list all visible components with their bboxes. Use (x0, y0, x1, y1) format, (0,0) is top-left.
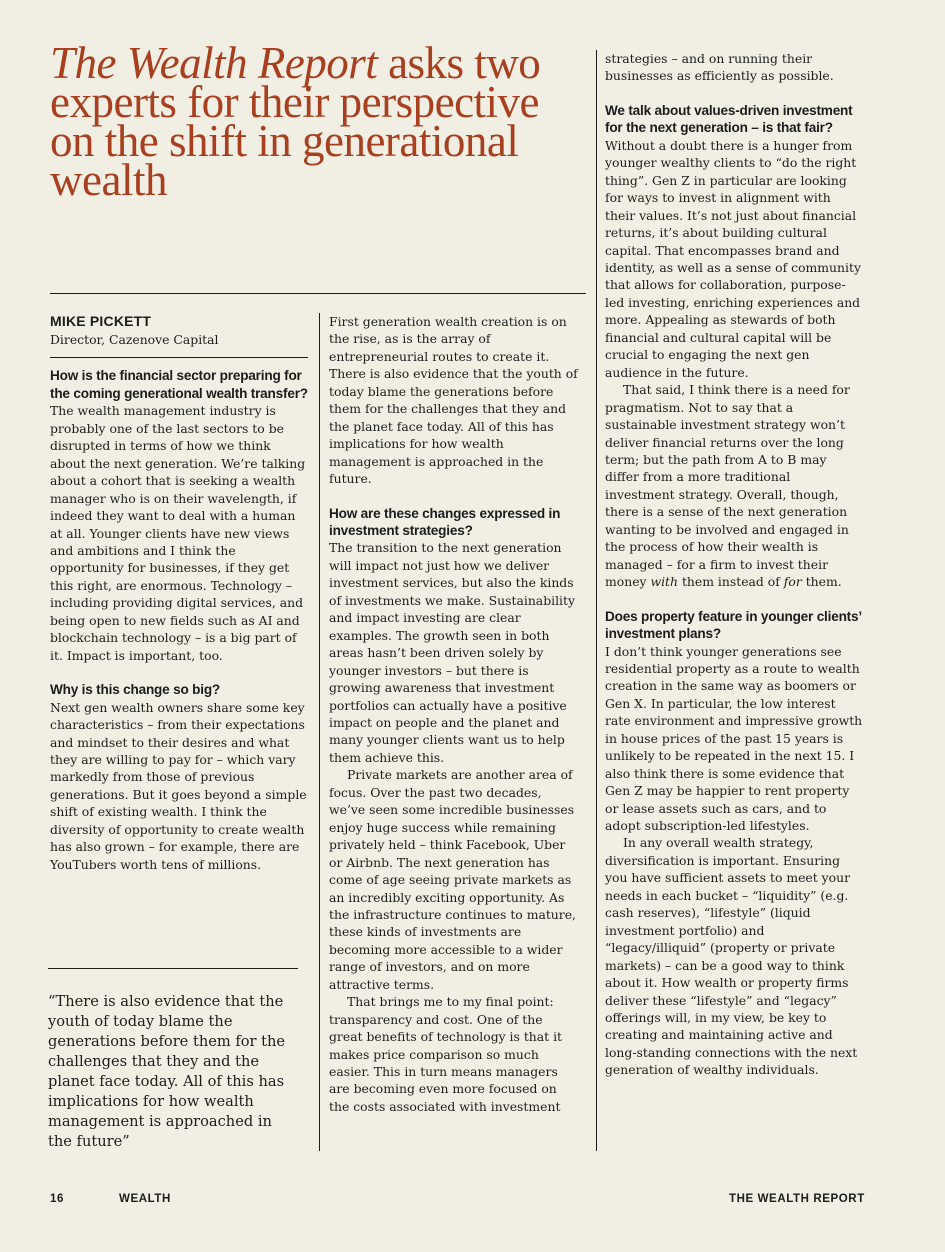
question-3: How are these changes expressed in investment strategies? (329, 505, 561, 538)
answer-3-private-markets: Private markets are another area of focus. Over the past two decades, we’ve seen some incredible businesses enjoy huge success while remaining privately held – think Facebook, Uber or Airbnb. The next generation has come of age seeing private markets as an incredibly exciting opportunity. As the infrastructure continues to mature, these kinds of investments are becoming more accessible to a wider range of investors, and on more attractive terms. (329, 767, 576, 992)
publication-name: THE WEALTH REPORT (729, 1193, 865, 1205)
column-2-intro: First generation wealth creation is on the rise, as is the array of entrepreneurial routes to create it. There is also evidence that the youth of today blame the generations before them for the challenges that they and the planet face today. All of this has implications for how wealth management is approached in the future. (329, 314, 578, 487)
page-headline (50, 38, 590, 205)
column-2 (329, 313, 579, 1115)
answer-4: Without a doubt there is a hunger from younger wealthy clients to “do the right thing”. Gen Z in particular are looking for ways to invest in alignment with their values. It’s not just about financial returns, it’s about building cultural capital. That encompasses brand and identity, as well as a sense of community that allows for collaboration, purpose-led investing, enriching experiences and more. Appealing as stewards of both financial and cultural capital will be crucial to engaging the next gen audience in the future. (605, 137, 861, 380)
answer-5-diversification: In any overall wealth strategy, diversification is important. Ensuring you have sufficient assets to meet your needs in each bucket – “liquidity” (e.g. cash reserves), “lifestyle” (liquid investment portfolio) and “legacy/illiquid” (property or private markets) – can be a good way to think about it. How wealth or property firms deliver these “lifestyle” and “legacy” offerings will, in my view, be key to creating and maintaining active and long-standing connections with the next generation of wealthy individuals. (605, 835, 858, 1078)
column-2-rule (319, 313, 320, 1151)
expert-name: MIKE PICKETT (50, 313, 152, 329)
answer-2: Next gen wealth owners share some key characteristics – from their expectations and mindset to their desires and what they are willing to pay for – which vary markedly from those of previous generations. But it goes beyond a simple shift of existing wealth. I think the diversity of opportunity to create wealth has also grown – for example, there are YouTubers worth tens of millions. (50, 699, 307, 872)
page-number: 16 (50, 1193, 64, 1205)
column-1 (50, 313, 308, 873)
column-3-rule (596, 50, 597, 1151)
expert-role: Director, Cazenove Capital (50, 332, 219, 348)
question-1: How is the financial sector preparing for the coming generational wealth transfer? (50, 368, 308, 401)
answer-3: The transition to the next generation will impact not just how we deliver investment services, but also the kinds of investments we make. Sustainability and impact investing are clear examples. The growth seen in both areas hasn’t been driven solely by younger investors – but there is growing awareness that investment portfolios can actually have a positive impact on people and the planet and many younger clients want us to help them achieve this. (329, 540, 575, 765)
pullquote-divider (48, 968, 298, 969)
answer-4-pragmatism (605, 381, 863, 590)
expert-divider (50, 357, 308, 358)
answer-5: I don’t think younger generations see residential property as a route to wealth creation in the same way as boomers or Gen X. In particular, the low interest rate environment and impressive growth in house prices of the past 15 years is unlikely to be repeated in the next 15. I also think there is some evidence that Gen Z may be happier to rent property or lease assets such as cars, and to adopt subscription-led lifestyles. (605, 643, 863, 834)
column-3 (605, 50, 863, 1079)
answer-4-pragmatism-text: That said, I think there is a need for pragmatism. Not to say that a sustainable investment strategy won’t deliver financial returns over the long term; but the path from A to B may differ from a more traditional investment strategy. Overall, though, there is a sense of the next generation wanting to be involved and engaged in the process of how their wealth is managed – for a firm to invest their money (605, 382, 850, 590)
headline-divider (50, 293, 586, 294)
answer-1: The wealth management industry is probably one of the last sectors to be disrupted in terms of how we think about the next generation. We’re talking about a cohort that is seeking a wealth manager who is on their wavelength, if indeed they want to deal with a human at all. Younger clients have new views and ambitions and I think the opportunity for businesses, if they get this right, are enormous. Technology – including providing digital services, and being open to new fields such as AI and blockchain technology – is a big part of it. Impact is important, too. (50, 403, 306, 663)
emphasis-with: with (650, 574, 678, 590)
question-2: Why is this change so big? (50, 682, 221, 698)
column-3-continuation: strategies – and on running their businesses as efficiently as possible. (605, 51, 834, 84)
answer-4-pragmatism-end: them. (801, 574, 842, 590)
headline-italic: The Wealth Report (50, 38, 378, 88)
answer-4-pragmatism-mid: them instead of (678, 574, 784, 590)
section-name: WEALTH (119, 1193, 171, 1205)
question-4: We talk about values-driven investment for the next generation – is that fair? (605, 102, 853, 136)
headline-rest: asks two experts for their perspective on the shift in generational wealth (50, 38, 541, 205)
emphasis-for: for (783, 574, 802, 590)
pull-quote: “There is also evidence that the youth of today blame the generations before them for the challenges that they and the planet face today. All of this has implications for how wealth management is approached in the future” (48, 993, 286, 1150)
question-5: Does property feature in younger clients’ investment plans? (605, 608, 862, 642)
answer-3-transparency: That brings me to my final point: transparency and cost. One of the great benefits of technology is that it makes price comparison so much easier. This in turn means managers are becoming even more focused on the costs associated with investment (329, 994, 563, 1114)
